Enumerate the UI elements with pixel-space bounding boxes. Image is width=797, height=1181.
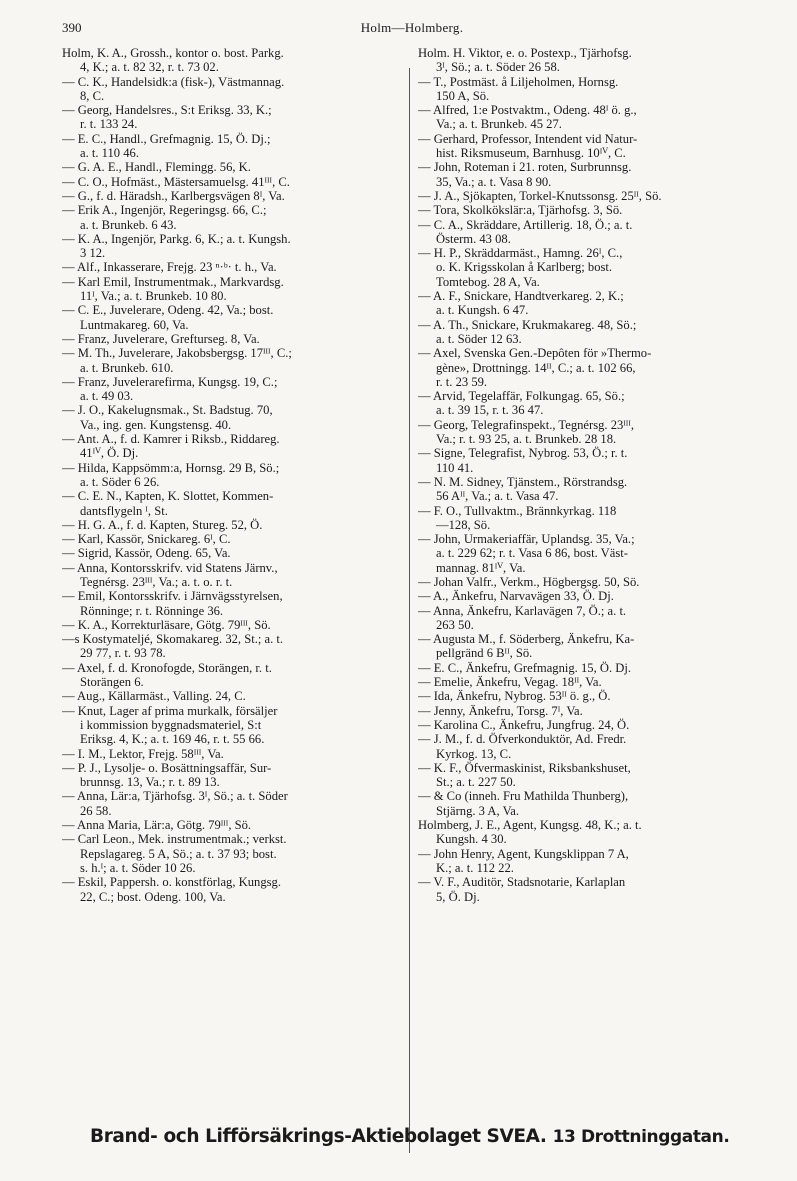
entry-line: — John Henry, Agent, Kungsklippan 7 A,	[418, 846, 629, 861]
directory-entry	[418, 75, 760, 104]
entry-continuation: 150 A, Sö.	[436, 88, 490, 103]
entry-line: — P. J., Lysolje- o. Bosättningsaffär, Sur-	[62, 760, 272, 775]
directory-entry	[62, 832, 402, 875]
right-column	[418, 46, 760, 1156]
directory-entry	[62, 589, 402, 618]
directory-entry	[418, 575, 760, 589]
entry-continuation: Österm. 43 08.	[436, 231, 511, 246]
entry-line: — Tora, Skolkökslär:a, Tjärhofsg. 3, Sö.	[418, 203, 623, 218]
entry-line: — A. Th., Snickare, Krukmakareg. 48, Sö.;	[418, 317, 637, 332]
directory-entry	[62, 789, 402, 818]
directory-entry	[62, 561, 402, 590]
advertisement-bar	[90, 1126, 740, 1154]
directory-entry	[62, 461, 402, 490]
directory-entry	[418, 389, 760, 418]
directory-entry	[418, 689, 760, 703]
entry-line: — K. F., Öfvermaskinist, Riksbankshuset,	[418, 760, 631, 775]
entry-continuation: hist. Riksmuseum, Barnhusg. 10ᴵⱽ, C.	[436, 146, 626, 161]
entry-line: — Gerhard, Professor, Intendent vid Natur-	[418, 131, 638, 146]
entry-continuation: Va.; r. t. 93 25, a. t. Brunkeb. 28 18.	[436, 432, 617, 447]
directory-entry	[62, 704, 402, 747]
directory-entry	[62, 203, 402, 232]
entry-continuation: Luntmakareg. 60, Va.	[80, 317, 189, 332]
directory-entry	[418, 46, 760, 75]
entry-line: — C. E. N., Kapten, K. Slottet, Kommen-	[62, 489, 274, 504]
entry-continuation: o. K. Krigsskolan å Karlberg; bost.	[436, 260, 613, 275]
entry-line: — G. A. E., Handl., Flemingg. 56, K.	[62, 160, 251, 175]
entry-continuation: Eriksg. 4, K.; a. t. 169 46, r. t. 55 66.	[80, 732, 265, 747]
entry-continuation: Repslagareg. 5 A, Sö.; a. t. 37 93; bost.	[80, 846, 277, 861]
entry-continuation: 22, C.; bost. Odeng. 100, Va.	[80, 889, 226, 904]
page-header	[62, 20, 762, 42]
directory-entry	[418, 632, 760, 661]
entry-line: — Arvid, Tegelaffär, Folkungag. 65, Sö.;	[418, 389, 625, 404]
directory-entry	[418, 160, 760, 189]
entry-line: Holmberg, J. E., Agent, Kungsg. 48, K.; a. t.	[418, 818, 642, 833]
directory-entry	[418, 704, 760, 718]
entry-line: — H. P., Skräddarmäst., Hamng. 26ᴵ, C.,	[418, 246, 623, 261]
directory-entry	[62, 818, 402, 832]
directory-entry	[418, 875, 760, 904]
directory-entry	[418, 818, 760, 847]
entry-continuation: —128, Sö.	[436, 517, 491, 532]
directory-entry	[418, 318, 760, 347]
entry-line: — F. O., Tullvaktm., Brännkyrkag. 118	[418, 503, 617, 518]
directory-entry	[62, 260, 402, 274]
directory-entry	[418, 604, 760, 633]
directory-entry	[62, 532, 402, 546]
entry-line: — Georg, Handelsres., S:t Eriksg. 33, K.;	[62, 103, 272, 118]
entry-continuation: a. t. Brunkeb. 610.	[80, 360, 174, 375]
entry-line: — Franz, Juvelerare, Grefturseg. 8, Va.	[62, 331, 260, 346]
entry-line: — J. O., Kakelugnsmak., St. Badstug. 70,	[62, 403, 273, 418]
entry-continuation: Rönninge; r. t. Rönninge 36.	[80, 603, 224, 618]
column-divider	[409, 68, 410, 1153]
directory-entry	[62, 875, 402, 904]
directory-entry	[418, 346, 760, 389]
entry-line: — Carl Leon., Mek. instrumentmak.; verkst.	[62, 832, 287, 847]
entry-continuation: Va.; a. t. Brunkeb. 45 27.	[436, 117, 562, 132]
entry-line: — Anna, Lär:a, Tjärhofsg. 3ᴵ, Sö.; a. t. Söder	[62, 789, 288, 804]
entry-line: — Emelie, Änkefru, Vegag. 18ᴵᴵ, Va.	[418, 675, 602, 690]
directory-entry	[418, 847, 760, 876]
entry-line: — Sigrid, Kassör, Odeng. 65, Va.	[62, 546, 231, 561]
directory-entry	[418, 132, 760, 161]
directory-entry	[418, 532, 760, 575]
entry-continuation: a. t. 39 15, r. t. 36 47.	[436, 403, 544, 418]
entry-line: — Axel, Svenska Gen.-Depôten för »Thermo-	[418, 346, 652, 361]
entry-line: — Signe, Telegrafist, Nybrog. 53, Ö.; r. t.	[418, 446, 628, 461]
directory-entry	[62, 761, 402, 790]
entry-continuation: a. t. Söder 12 63.	[436, 331, 522, 346]
entry-continuation: 26 58.	[80, 803, 112, 818]
entry-continuation: 3 12.	[80, 246, 106, 261]
entry-line: — G., f. d. Häradsh., Karlbergsvägen 8ᴵ, Va.	[62, 188, 285, 203]
entry-line: — J. A., Sjökapten, Torkel-Knutssonsg. 25ᴵᴵ, Sö.	[418, 188, 662, 203]
entry-continuation: K.; a. t. 112 22.	[436, 860, 514, 875]
directory-entry	[418, 589, 760, 603]
directory-entry	[418, 504, 760, 533]
directory-entry	[62, 75, 402, 104]
entry-continuation: Kungsh. 4 30.	[436, 832, 507, 847]
directory-entry	[418, 718, 760, 732]
entry-line: — J. M., f. d. Öfverkonduktör, Ad. Fredr.	[418, 732, 627, 747]
entry-continuation: a. t. Brunkeb. 6 43.	[80, 217, 177, 232]
entry-continuation: pellgränd 6 Bᴵᴵ, Sö.	[436, 646, 533, 661]
directory-entry	[418, 189, 760, 203]
entry-line: — A., Änkefru, Narvavägen 33, Ö. Dj.	[418, 589, 614, 604]
entry-line: — I. M., Lektor, Frejg. 58ᴵᴵᴵ, Va.	[62, 746, 224, 761]
left-column	[62, 46, 402, 1156]
entry-continuation: s. h.ᴵ; a. t. Söder 10 26.	[80, 860, 196, 875]
entry-continuation: r. t. 133 24.	[80, 117, 138, 132]
directory-entry	[62, 375, 402, 404]
entry-continuation: 35, Va.; a. t. Vasa 8 90.	[436, 174, 552, 189]
entry-line: — Knut, Lager af prima murkalk, försäljer	[62, 703, 278, 718]
entry-continuation: a. t. Kungsh. 6 47.	[436, 303, 529, 318]
directory-entry	[418, 732, 760, 761]
entry-line: — C. A., Skräddare, Artillerig. 18, Ö.; a. t.	[418, 217, 633, 232]
directory-entry	[62, 232, 402, 261]
entry-line: Holm. H. Viktor, e. o. Postexp., Tjärhofsg.	[418, 46, 632, 60]
entry-line: — V. F., Auditör, Stadsnotarie, Karlaplan	[418, 875, 626, 890]
directory-entry	[418, 246, 760, 289]
entry-line: — Augusta M., f. Söderberg, Änkefru, Ka-	[418, 632, 635, 647]
directory-entry	[418, 289, 760, 318]
entry-line: — Ida, Änkefru, Nybrog. 53ᴵᴵ ö. g., Ö.	[418, 689, 611, 704]
directory-entry	[62, 160, 402, 174]
entry-continuation: 4, K.; a. t. 82 32, r. t. 73 02.	[80, 60, 219, 75]
entry-continuation: Storängen 6.	[80, 675, 144, 690]
entry-line: — John, Urmakeriaffär, Uplandsg. 35, Va.;	[418, 532, 635, 547]
entry-continuation: brunnsg. 13, Va.; r. t. 89 13.	[80, 775, 220, 790]
entry-line: — Johan Valfr., Verkm., Högbergsg. 50, Sö.	[418, 574, 640, 589]
directory-entry	[62, 103, 402, 132]
entry-line: — Axel, f. d. Kronofogde, Storängen, r. t.	[62, 660, 272, 675]
entry-continuation: Va., ing. gen. Kungstensg. 40.	[80, 417, 232, 432]
entry-line: — K. A., Ingenjör, Parkg. 6, K.; a. t. Kungsh.	[62, 231, 291, 246]
directory-entry	[62, 346, 402, 375]
entry-line: — A. F., Snickare, Handtverkareg. 2, K.;	[418, 289, 624, 304]
directory-entry	[62, 689, 402, 703]
entry-continuation: gène», Drottningg. 14ᴵᴵ, C.; a. t. 102 66,	[436, 360, 636, 375]
directory-entry	[418, 661, 760, 675]
directory-entry	[62, 275, 402, 304]
entry-line: — K. A., Korrekturläsare, Götg. 79ᴵᴵᴵ, Sö.	[62, 617, 271, 632]
entry-continuation: 8, C.	[80, 88, 105, 103]
directory-entry	[418, 203, 760, 217]
entry-line: — C. E., Juvelerare, Odeng. 42, Va.; bost.	[62, 303, 274, 318]
entry-continuation: i kommission byggnadsmateriel, S:t	[80, 717, 262, 732]
entry-continuation: 3ᴵ, Sö.; a. t. Söder 26 58.	[436, 60, 560, 75]
entry-line: — Emil, Kontorsskrifv. i Järnvägsstyrelsen,	[62, 589, 283, 604]
directory-entry	[62, 403, 402, 432]
entry-continuation: Stjärng. 3 A, Va.	[436, 803, 520, 818]
directory-entry	[62, 432, 402, 461]
entry-line: — Jenny, Änkefru, Torsg. 7ᴵ, Va.	[418, 703, 583, 718]
entry-continuation: 29 77, r. t. 93 78.	[80, 646, 166, 661]
directory-entry	[62, 747, 402, 761]
directory-entry	[418, 446, 760, 475]
entry-continuation: a. t. 110 46.	[80, 146, 139, 161]
directory-entry	[62, 46, 402, 75]
entry-line: — & Co (inneh. Fru Mathilda Thunberg),	[418, 789, 629, 804]
directory-entry	[62, 632, 402, 661]
entry-line: — John, Roteman i 21. roten, Surbrunnsg.	[418, 160, 632, 175]
entry-line: — Erik A., Ingenjör, Regeringsg. 66, C.;	[62, 203, 267, 218]
entry-line: —s Kostymateljé, Skomakareg. 32, St.; a. t.	[62, 632, 284, 647]
entry-continuation: a. t. 229 62; r. t. Vasa 6 86, bost. Väst-	[436, 546, 628, 561]
entry-continuation: dantsflygeln ᴵ, St.	[80, 503, 168, 518]
entry-line: — Karolina C., Änkefru, Jungfrug. 24, Ö.	[418, 717, 630, 732]
directory-entry	[418, 475, 760, 504]
entry-line: — Aug., Källarmäst., Valling. 24, C.	[62, 689, 246, 704]
entry-continuation: a. t. 49 03.	[80, 389, 134, 404]
directory-entry	[62, 303, 402, 332]
entry-line: — Ant. A., f. d. Kamrer i Riksb., Riddareg.	[62, 432, 280, 447]
entry-line: — T., Postmäst. å Liljeholmen, Hornsg.	[418, 74, 619, 89]
entry-line: — Karl, Kassör, Snickareg. 6ᴵ, C.	[62, 532, 231, 547]
entry-continuation: 41ᴵⱽ, Ö. Dj.	[80, 446, 139, 461]
entry-line: — Karl Emil, Instrumentmak., Markvardsg.	[62, 274, 284, 289]
entry-line: — C. K., Handelsidk:a (fisk-), Västmannag.	[62, 74, 285, 89]
entry-continuation: mannag. 81ᴵⱽ, Va.	[436, 560, 526, 575]
directory-entry	[62, 661, 402, 690]
directory-entry	[418, 789, 760, 818]
entry-line: — Eskil, Pappersh. o. konstförlag, Kungsg.	[62, 875, 281, 890]
directory-entry	[418, 218, 760, 247]
entry-line: — H. G. A., f. d. Kapten, Stureg. 52, Ö.	[62, 517, 263, 532]
directory-entry	[62, 175, 402, 189]
entry-line: — Anna, Änkefru, Karlavägen 7, Ö.; a. t.	[418, 603, 627, 618]
entry-continuation: Kyrkog. 13, C.	[436, 746, 512, 761]
entry-continuation: r. t. 23 59.	[436, 374, 488, 389]
entry-line: — E. C., Änkefru, Grefmagnig. 15, Ö. Dj.	[418, 660, 632, 675]
directory-entry	[62, 189, 402, 203]
advertisement-text: Brand- och Lifförsäkrings-Aktiebolaget SVEA.	[90, 1126, 547, 1147]
entry-continuation: 263 50.	[436, 617, 474, 632]
entry-line: — Alfred, 1:e Postvaktm., Odeng. 48ᴵ ö. g.,	[418, 103, 637, 118]
entry-line: — N. M. Sidney, Tjänstem., Rörstrandsg.	[418, 474, 628, 489]
entry-continuation: a. t. Söder 6 26.	[80, 474, 160, 489]
directory-entry	[62, 618, 402, 632]
directory-entry	[62, 546, 402, 560]
directory-entry	[62, 132, 402, 161]
directory-entry	[418, 761, 760, 790]
entry-line: — Alf., Inkasserare, Frejg. 23 ⁿ·ᵇ· t. h., Va.	[62, 260, 277, 275]
entry-continuation: 11ᴵ, Va.; a. t. Brunkeb. 10 80.	[80, 289, 227, 304]
entry-continuation: Tegnérsg. 23ᴵᴵᴵ, Va.; a. t. o. r. t.	[80, 574, 233, 589]
entry-continuation: 5, Ö. Dj.	[436, 889, 480, 904]
entry-line: — Georg, Telegrafinspekt., Tegnérsg. 23ᴵᴵᴵ,	[418, 417, 634, 432]
page-number: 390	[62, 20, 82, 35]
directory-entry	[62, 518, 402, 532]
entry-line: — Anna Maria, Lär:a, Götg. 79ᴵᴵᴵ, Sö.	[62, 818, 252, 833]
entry-line: — Anna, Kontorsskrifv. vid Statens Järnv.,	[62, 560, 278, 575]
directory-entry	[418, 675, 760, 689]
directory-entry	[418, 418, 760, 447]
advertisement-address: 13 Drottninggatan.	[552, 1127, 730, 1147]
directory-entry	[62, 332, 402, 346]
entry-continuation: Tomtebog. 28 A, Va.	[436, 274, 540, 289]
entry-line: — Hilda, Kappsömm:a, Hornsg. 29 B, Sö.;	[62, 460, 280, 475]
entry-continuation: 56 Aᴵᴵ, Va.; a. t. Vasa 47.	[436, 489, 559, 504]
entry-continuation: St.; a. t. 227 50.	[436, 775, 516, 790]
directory-entry	[62, 489, 402, 518]
entry-continuation: 110 41.	[436, 460, 474, 475]
entry-line: — M. Th., Juvelerare, Jakobsbergsg. 17ᴵᴵᴵ, C.;	[62, 346, 292, 361]
entry-line: — Franz, Juvelerarefirma, Kungsg. 19, C.;	[62, 374, 278, 389]
entry-line: — E. C., Handl., Grefmagnig. 15, Ö. Dj.;	[62, 131, 271, 146]
entry-line: — C. O., Hofmäst., Mästersamuelsg. 41ᴵᴵᴵ, C.	[62, 174, 290, 189]
directory-entry	[418, 103, 760, 132]
running-head: Holm—Holmberg.	[360, 20, 464, 35]
entry-line: Holm, K. A., Grossh., kontor o. bost. Parkg.	[62, 46, 284, 60]
